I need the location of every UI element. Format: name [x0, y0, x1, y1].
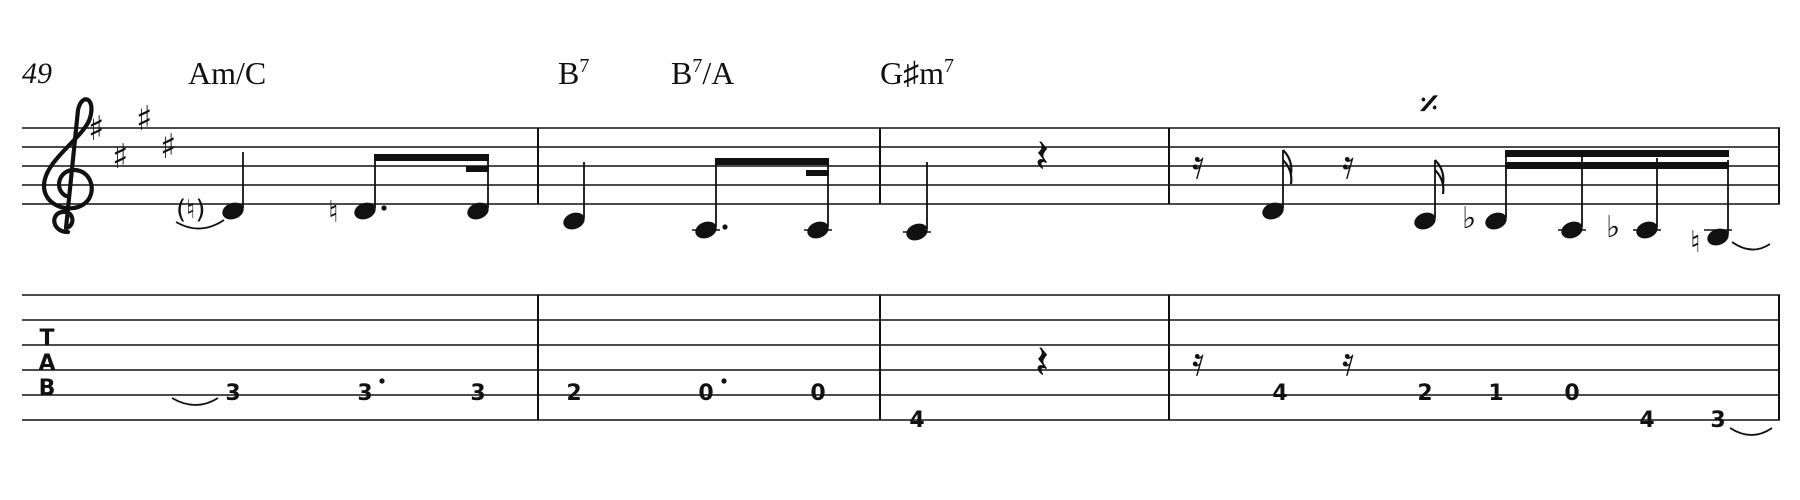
sixteenth-rest-icon: 𝄿 [1192, 142, 1205, 188]
chord-symbol-b7-a: $B^7/A$ [671, 55, 735, 91]
natural-icon: ♮ [1690, 225, 1701, 260]
sharp-icon: ♯ [136, 99, 153, 139]
courtesy-natural-icon: (♮) [176, 195, 206, 225]
measure-3-notes [903, 129, 1049, 243]
tab-clef-a: A [38, 351, 56, 376]
natural-icon: ♮ [328, 195, 339, 230]
flag [1283, 150, 1291, 184]
repeat-mark-icon: 𝄎 [1419, 82, 1439, 128]
flat-icon: ♭ [1462, 201, 1477, 236]
tab-fret: 0 [810, 381, 826, 406]
measure-2-notes [561, 158, 832, 241]
flag [1435, 160, 1443, 194]
sixteenth-rest-icon: 𝄿 [1342, 142, 1355, 188]
sixteenth-rest-icon: 𝄿 [1192, 339, 1205, 385]
dot [381, 205, 386, 210]
flat-icon: ♭ [1606, 210, 1621, 245]
tab-fret: 4 [1272, 381, 1288, 406]
tab-clef-b: B [38, 376, 56, 401]
tab-fret: 2 [1417, 381, 1433, 406]
tab-fret: 4 [1639, 408, 1655, 433]
measure-4-notes [1192, 82, 1770, 260]
tab-fret: 0 [698, 381, 714, 406]
measure-1-notes [176, 152, 491, 230]
beam [715, 158, 829, 165]
beam [806, 170, 829, 176]
tie [172, 398, 218, 405]
tab-fret: 3 [1710, 408, 1726, 433]
tab-fret: 3 [357, 381, 373, 406]
sharp-icon: ♯ [88, 109, 105, 149]
tab-fret: 2 [566, 381, 582, 406]
dot [721, 378, 726, 383]
tab-fret: 1 [1488, 381, 1504, 406]
dot [722, 224, 727, 229]
beam [1505, 162, 1729, 169]
measure-number: 49 [22, 57, 52, 90]
tie [1730, 428, 1772, 435]
chord-symbol-am-c: Am/C [188, 55, 267, 91]
sixteenth-rest-icon: 𝄿 [1342, 339, 1355, 385]
quarter-rest-icon: 𝄽 [1035, 129, 1050, 183]
tab-clef [38, 326, 55, 401]
chord-symbol-b7: $B^7$ [558, 55, 590, 91]
tab-fret: 4 [909, 408, 925, 433]
tab-staff [22, 295, 1780, 420]
tie [1732, 242, 1770, 250]
dot [379, 378, 384, 383]
quarter-rest-icon: 𝄽 [1035, 335, 1050, 389]
beam [1505, 150, 1729, 157]
tab-clef-t: T [39, 326, 55, 351]
beam [466, 166, 489, 172]
tab-fret: 3 [470, 381, 486, 406]
tab-fret: 0 [1564, 381, 1580, 406]
chord-symbol-gsharp-m7: $G♯m^7$ [880, 55, 954, 91]
sharp-icon: ♯ [160, 127, 177, 167]
tab-fret: 3 [225, 381, 241, 406]
sharp-icon: ♯ [112, 137, 129, 177]
beam [374, 154, 489, 161]
